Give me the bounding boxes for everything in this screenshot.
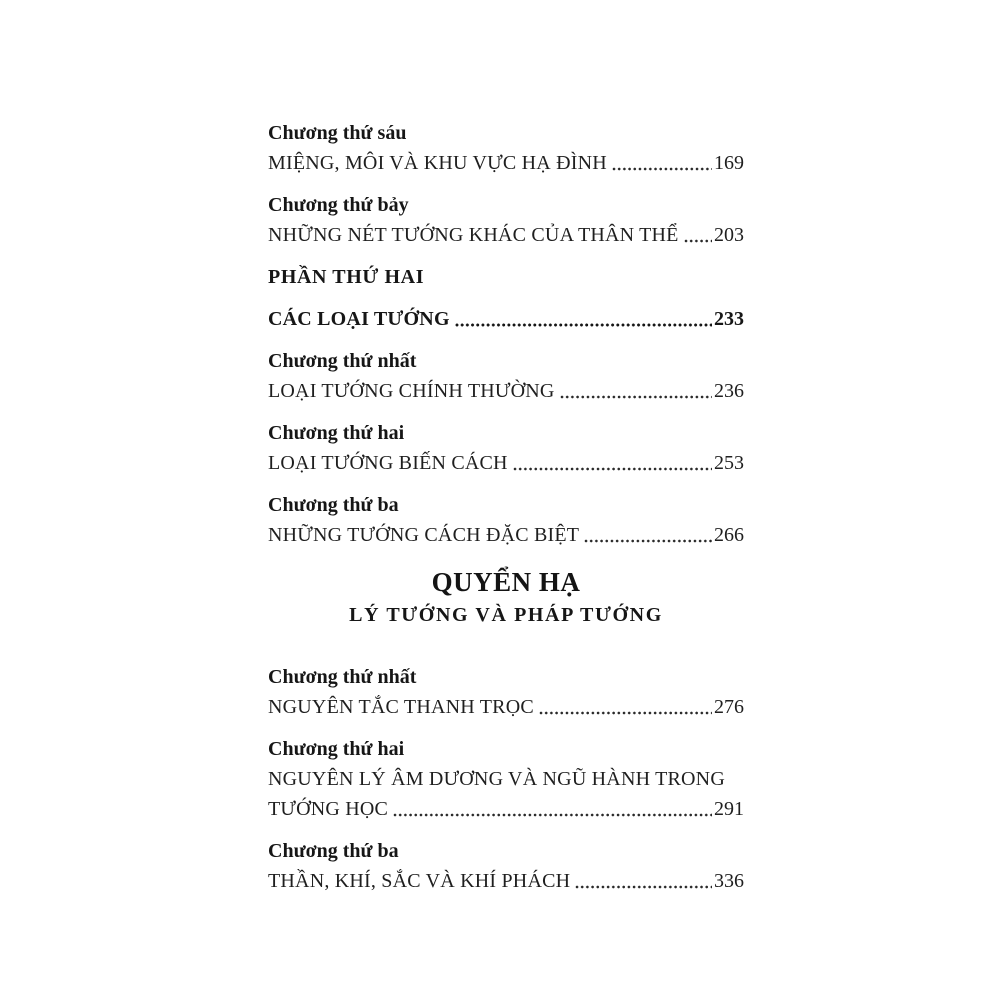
chapter-title: LOẠI TƯỚNG BIẾN CÁCH: [268, 452, 508, 474]
dot-leader: [684, 220, 712, 250]
page-number: 233: [714, 308, 744, 330]
toc-line: [268, 794, 744, 824]
dot-leader: [584, 520, 712, 550]
toc-entry: [268, 118, 744, 178]
chapter-label: Chương thứ nhất: [268, 666, 417, 688]
chapter-label: Chương thứ bảy: [268, 194, 409, 216]
toc-line: [268, 448, 744, 478]
toc-line: [268, 304, 744, 334]
part-heading-title: PHẦN THỨ HAI: [268, 266, 425, 288]
dot-leader: [575, 866, 712, 896]
toc-entry: [268, 662, 744, 722]
page-number: 253: [714, 452, 744, 474]
chapter-title: THẦN, KHÍ, SẮC VÀ KHÍ PHÁCH: [268, 870, 571, 892]
dot-leader: [393, 794, 712, 824]
chapter-label: Chương thứ ba: [268, 494, 399, 516]
toc-line: [268, 376, 744, 406]
toc-line: [268, 692, 744, 722]
dot-leader: [560, 376, 712, 406]
chapter-label: Chương thứ sáu: [268, 122, 407, 144]
dot-leader: [539, 692, 712, 722]
page-number: 203: [714, 224, 744, 246]
toc-line: [268, 520, 744, 550]
dot-leader: [612, 148, 712, 178]
chapter-label: Chương thứ nhất: [268, 350, 417, 372]
part-entry: [268, 304, 744, 334]
dot-leader: [513, 448, 712, 478]
toc-entry: [268, 734, 744, 824]
dot-leader: [455, 304, 712, 334]
chapter-label: Chương thứ hai: [268, 422, 405, 444]
volume-heading: [268, 564, 744, 630]
volume-subtitle: LÝ TƯỚNG VÀ PHÁP TƯỚNG: [349, 604, 663, 626]
chapter-title-line2: TƯỚNG HỌC: [268, 798, 389, 820]
toc-line: [268, 866, 744, 896]
page-number: 276: [714, 696, 744, 718]
chapter-title: LOẠI TƯỚNG CHÍNH THƯỜNG: [268, 380, 555, 402]
page-number: 336: [714, 870, 744, 892]
toc-entry: [268, 418, 744, 478]
chapter-title: NGUYÊN TẮC THANH TRỌC: [268, 696, 534, 718]
toc-entry: [268, 346, 744, 406]
chapter-title: MIỆNG, MÔI VÀ KHU VỰC HẠ ĐÌNH: [268, 152, 607, 174]
page-number: 236: [714, 380, 744, 402]
chapter-title-line1: NGUYÊN LÝ ÂM DƯƠNG VÀ NGŨ HÀNH TRONG: [268, 768, 725, 790]
part-heading: [268, 262, 744, 292]
chapter-label: Chương thứ hai: [268, 738, 405, 760]
toc-page: [268, 118, 744, 908]
page-number: 169: [714, 152, 744, 174]
page-number: 266: [714, 524, 744, 546]
toc-entry: [268, 490, 744, 550]
part-title: CÁC LOẠI TƯỚNG: [268, 308, 450, 330]
chapter-title: NHỮNG TƯỚNG CÁCH ĐẶC BIỆT: [268, 524, 580, 546]
toc-line: [268, 148, 744, 178]
volume-title: QUYỂN HẠ: [431, 567, 581, 597]
page-number: 291: [714, 798, 744, 820]
chapter-label: Chương thứ ba: [268, 840, 399, 862]
toc-entry: [268, 190, 744, 250]
chapter-title: NHỮNG NÉT TƯỚNG KHÁC CỦA THÂN THỂ: [268, 224, 679, 246]
toc-line: [268, 220, 744, 250]
toc-entry: [268, 836, 744, 896]
